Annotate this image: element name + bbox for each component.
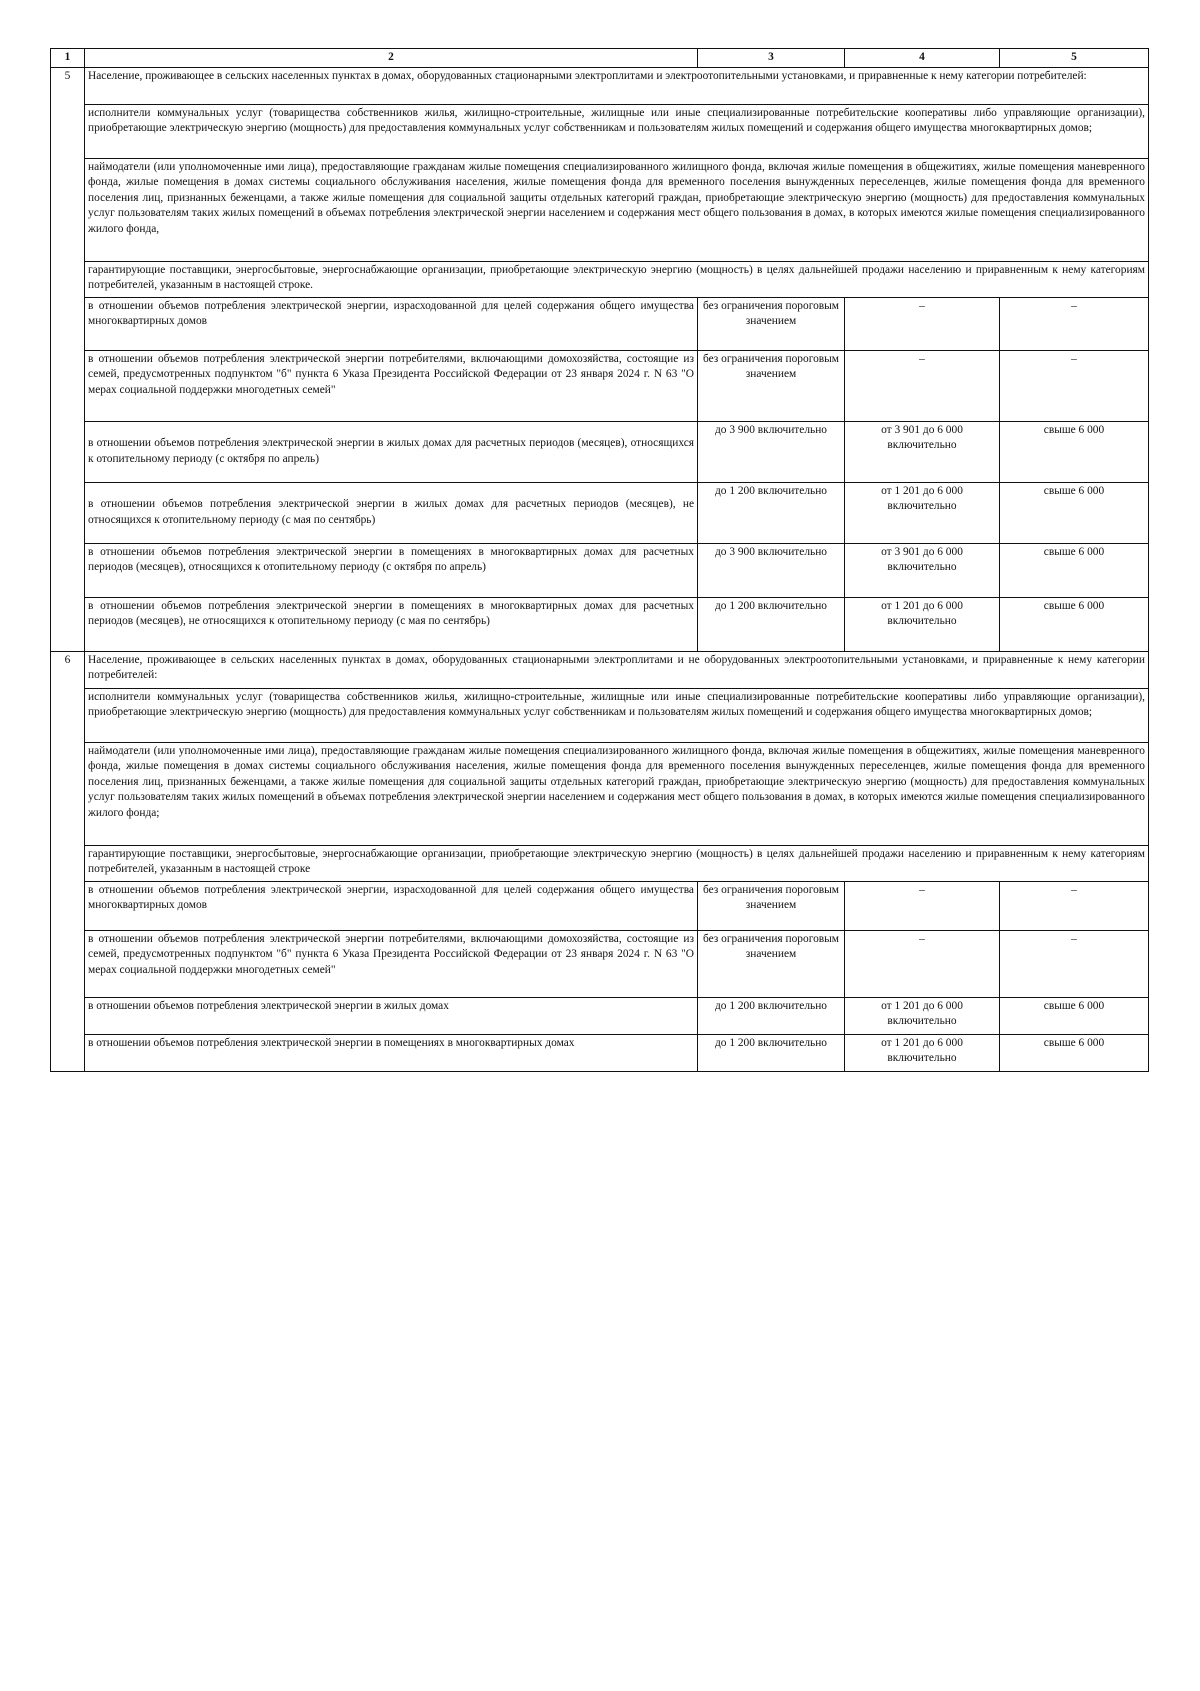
threshold-col3: до 1 200 включительно: [698, 482, 845, 543]
threshold-col4: от 1 201 до 6 000 включительно: [845, 597, 1000, 651]
row-number: 5: [51, 67, 85, 651]
category-paragraph: наймодатели (или уполномоченные ими лица), предоставляющие гражданам жилые помещения специализированного жилищного фонда, включая жилые помещения в общежитиях, жилые помещения маневренного фонда, жилые помещения в домах системы социального обслуживания населения, жилые помещения фонда для временного поселения вынужденных переселенцев, жилые помещения фонда для временного поселения лиц, признанных беженцами, а также жилые помещения для социальной защиты отдельных категорий граждан, приобретающие электрическую энергию (мощность) для предоставления коммунальных услуг пользователям таких жилых помещений в объемах потребления электрической энергии населением и содержания мест общего пользования в домах, в которых имеются жилые помещения специализированного жилого фонда,: [85, 158, 1149, 261]
threshold-col4: –: [845, 297, 1000, 350]
row-number: 6: [51, 651, 85, 1071]
table-row: [51, 543, 1149, 597]
threshold-col4: –: [845, 350, 1000, 421]
category-paragraph: гарантирующие поставщики, энергосбытовые, энергоснабжающие организации, приобретающие электрическую энергию (мощность) в целях дальнейшей продажи населению и приравненным к нему категориям потребителей, указанным в настоящей строке.: [85, 261, 1149, 297]
threshold-col5: свыше 6 000: [1000, 597, 1149, 651]
category-paragraph: исполнители коммунальных услуг (товарищества собственников жилья, жилищно-строительные, жилищные или иные специализированные потребительские кооперативы либо управляющие организации), приобретающие электрическую энергию (мощность) для предоставления коммунальных услуг собственникам и пользователям жилых помещений и содержания общего имущества многоквартирных домов;: [85, 688, 1149, 742]
row-description: в отношении объемов потребления электрической энергии в жилых домах для расчетных периодов (месяцев), относящихся к отопительному периоду (с октября по апрель): [85, 421, 698, 482]
threshold-col3: до 3 900 включительно: [698, 421, 845, 482]
category-paragraph: исполнители коммунальных услуг (товарищества собственников жилья, жилищно-строительные, жилищные или иные специализированные потребительские кооперативы либо управляющие организации), приобретающие электрическую энергию (мощность) для предоставления коммунальных услуг собственникам и пользователям жилых помещений и содержания общего имущества многоквартирных домов;: [85, 104, 1149, 158]
category-heading: Население, проживающее в сельских населенных пунктах в домах, оборудованных стационарными электроплитами и не оборудованных электроотопительными установками, и приравненные к нему категории потребителей:: [85, 651, 1149, 688]
category-paragraph: гарантирующие поставщики, энергосбытовые, энергоснабжающие организации, приобретающие электрическую энергию (мощность) в целях дальнейшей продажи населению и приравненным к нему категориям потребителей, указанным в настоящей строке: [85, 845, 1149, 881]
section-6-para-row: [51, 845, 1149, 881]
row-description: в отношении объемов потребления электрической энергии в помещениях в многоквартирных домах для расчетных периодов (месяцев), не относящихся к отопительному периоду (с мая по сентябрь): [85, 597, 698, 651]
section-6-para-row: [51, 688, 1149, 742]
header-row: [51, 49, 1149, 68]
section-6-para-row: [51, 742, 1149, 845]
threshold-col4: от 3 901 до 6 000 включительно: [845, 421, 1000, 482]
column-number-1: 1: [51, 49, 85, 68]
row-description: в отношении объемов потребления электрической энергии, израсходованной для целей содержания общего имущества многоквартирных домов: [85, 881, 698, 930]
table-row: [51, 930, 1149, 997]
category-paragraph: наймодатели (или уполномоченные ими лица), предоставляющие гражданам жилые помещения специализированного жилищного фонда, включая жилые помещения в общежитиях, жилые помещения маневренного фонда, жилые помещения в домах системы социального обслуживания населения, жилые помещения фонда для временного поселения вынужденных переселенцев, жилые помещения фонда для временного поселения лиц, признанных беженцами, а также жилые помещения для социальной защиты отдельных категорий граждан, приобретающие электрическую энергию (мощность) для предоставления коммунальных услуг пользователям таких жилых помещений в объемах потребления электрической энергии населением и содержания мест общего пользования в домах, в которых имеются жилые помещения специализированного жилого фонда;: [85, 742, 1149, 845]
row-description: в отношении объемов потребления электрической энергии потребителями, включающими домохозяйства, состоящие из семей, предусмотренных подпунктом "б" пункта 6 Указа Президента Российской Федерации от 23 января 2024 г. N 63 "О мерах социальной поддержки многодетных семей": [85, 350, 698, 421]
section-5-para-row: [51, 158, 1149, 261]
threshold-col5: –: [1000, 350, 1149, 421]
threshold-col4: –: [845, 930, 1000, 997]
threshold-col4: от 1 201 до 6 000 включительно: [845, 1034, 1000, 1071]
threshold-col5: –: [1000, 881, 1149, 930]
row-description: в отношении объемов потребления электрической энергии потребителями, включающими домохозяйства, состоящие из семей, предусмотренных подпунктом "б" пункта 6 Указа Президента Российской Федерации от 23 января 2024 г. N 63 "О мерах социальной поддержки многодетных семей": [85, 930, 698, 997]
threshold-col5: свыше 6 000: [1000, 1034, 1149, 1071]
table-row: [51, 597, 1149, 651]
threshold-col5: свыше 6 000: [1000, 543, 1149, 597]
threshold-col5: свыше 6 000: [1000, 997, 1149, 1034]
threshold-col3: без ограничения пороговым значением: [698, 930, 845, 997]
threshold-col3: без ограничения пороговым значением: [698, 297, 845, 350]
table-row: [51, 297, 1149, 350]
table-row: [51, 881, 1149, 930]
row-description: в отношении объемов потребления электрической энергии в помещениях в многоквартирных домах для расчетных периодов (месяцев), относящихся к отопительному периоду (с октября по апрель): [85, 543, 698, 597]
threshold-col4: от 3 901 до 6 000 включительно: [845, 543, 1000, 597]
threshold-col3: до 1 200 включительно: [698, 997, 845, 1034]
row-description: в отношении объемов потребления электрической энергии в помещениях в многоквартирных домах: [85, 1034, 698, 1071]
threshold-col4: от 1 201 до 6 000 включительно: [845, 997, 1000, 1034]
column-number-5: 5: [1000, 49, 1149, 68]
column-number-2: 2: [85, 49, 698, 68]
threshold-col4: от 1 201 до 6 000 включительно: [845, 482, 1000, 543]
threshold-col3: до 1 200 включительно: [698, 1034, 845, 1071]
row-description: в отношении объемов потребления электрической энергии в жилых домах для расчетных периодов (месяцев), не относящихся к отопительному периоду (с мая по сентябрь): [85, 482, 698, 543]
table-row: [51, 350, 1149, 421]
column-number-3: 3: [698, 49, 845, 68]
section-5-para-row: [51, 104, 1149, 158]
section-5-intro-row: [51, 67, 1149, 104]
column-number-4: 4: [845, 49, 1000, 68]
threshold-col5: –: [1000, 930, 1149, 997]
threshold-col3: до 1 200 включительно: [698, 597, 845, 651]
tariff-table: [50, 48, 1149, 1072]
table-row: [51, 1034, 1149, 1071]
table-row: [51, 421, 1149, 482]
threshold-col5: свыше 6 000: [1000, 482, 1149, 543]
threshold-col5: –: [1000, 297, 1149, 350]
threshold-col5: свыше 6 000: [1000, 421, 1149, 482]
threshold-col3: до 3 900 включительно: [698, 543, 845, 597]
threshold-col3: без ограничения пороговым значением: [698, 881, 845, 930]
threshold-col4: –: [845, 881, 1000, 930]
category-heading: Население, проживающее в сельских населенных пунктах в домах, оборудованных стационарными электроплитами и электроотопительными установками, и приравненные к нему категории потребителей:: [85, 67, 1149, 104]
section-6-intro-row: [51, 651, 1149, 688]
table-row: [51, 997, 1149, 1034]
threshold-col3: без ограничения пороговым значением: [698, 350, 845, 421]
table-row: [51, 482, 1149, 543]
row-description: в отношении объемов потребления электрической энергии, израсходованной для целей содержания общего имущества многоквартирных домов: [85, 297, 698, 350]
row-description: в отношении объемов потребления электрической энергии в жилых домах: [85, 997, 698, 1034]
section-5-para-row: [51, 261, 1149, 297]
